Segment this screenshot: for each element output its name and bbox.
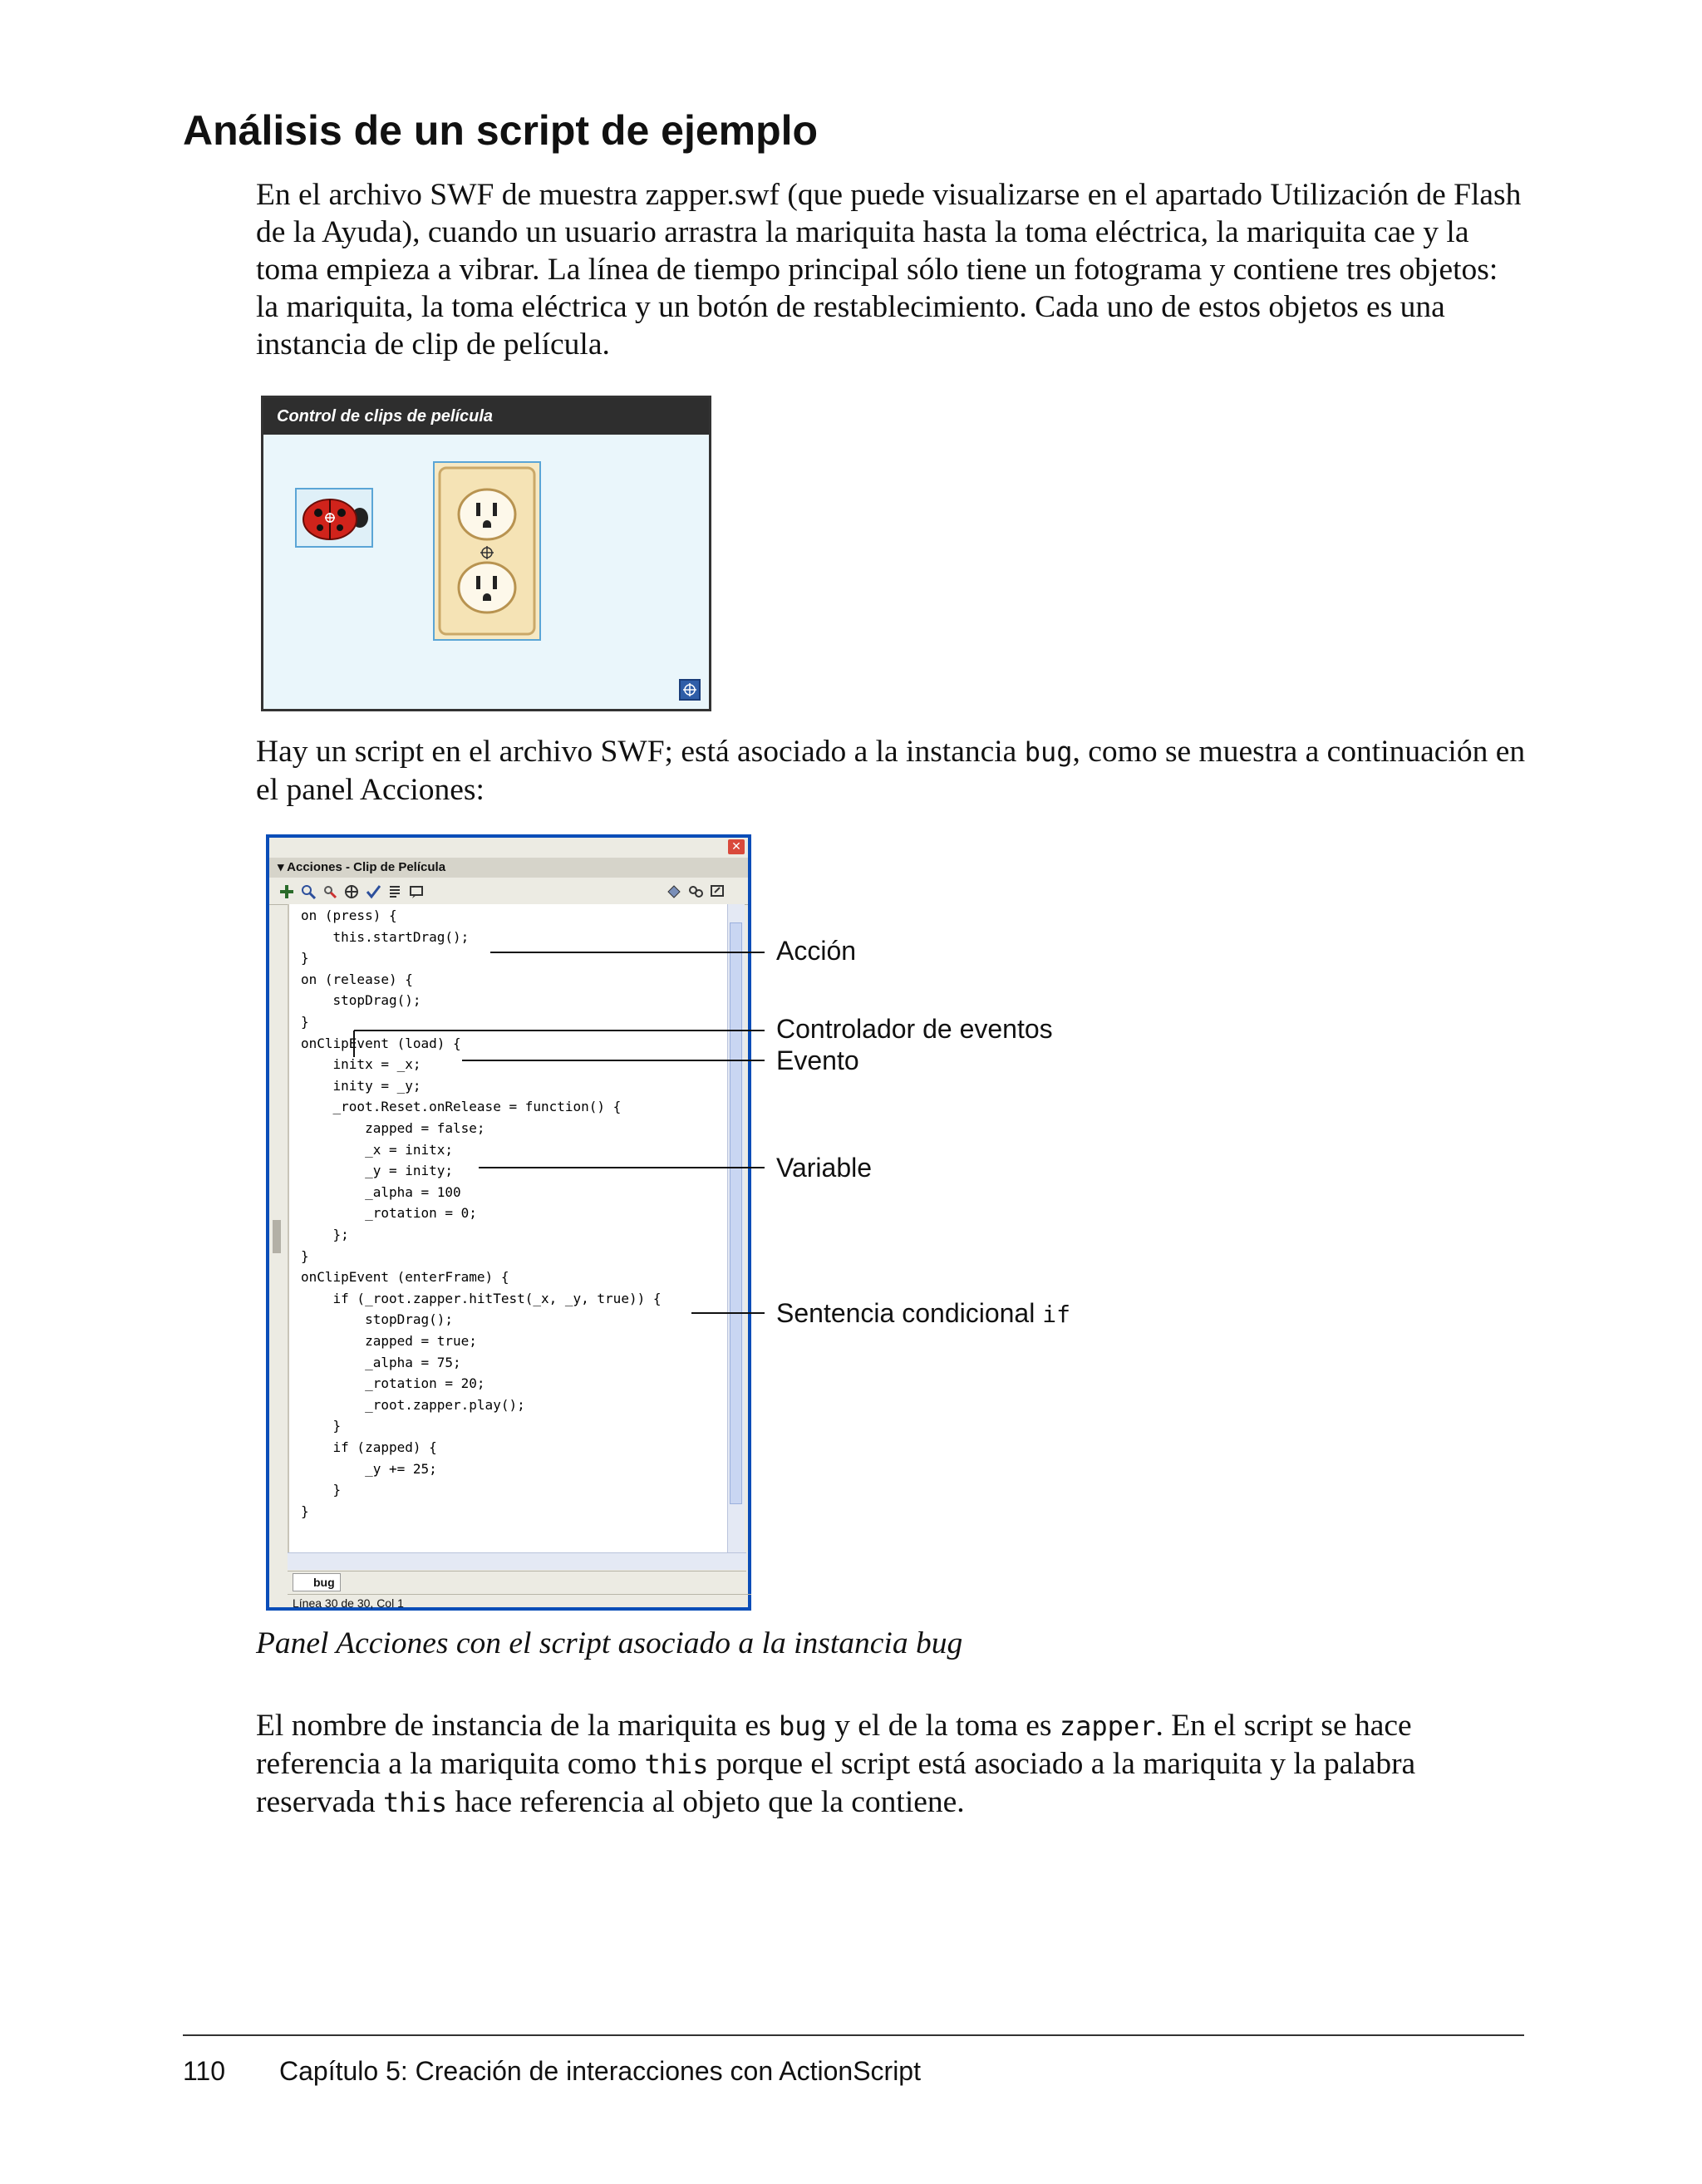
code-line: _alpha = 100 <box>301 1183 461 1200</box>
add-statement-icon[interactable] <box>279 884 294 899</box>
code-line: zapped = true; <box>301 1333 477 1349</box>
page-heading: Análisis de un script de ejemplo <box>183 107 819 154</box>
callout-sentencia: Sentencia condicional if <box>776 1298 1070 1328</box>
code-line: if (zapped) { <box>301 1439 437 1455</box>
code-line: _rotation = 0; <box>301 1205 477 1222</box>
code-line: _root.Reset.onRelease = function() { <box>301 1099 622 1115</box>
tab-bug[interactable]: bug <box>293 1573 341 1591</box>
closing-paragraph: El nombre de instancia de la mariquita es bug y el de la toma es zapper. En el script se hace referencia a la mariquita como this porque el script está asociado a la mariquita y la palabra reservada this hace referencia al objeto que la contiene. <box>256 1709 1416 1819</box>
code-hint-icon[interactable] <box>409 884 424 899</box>
code-line: } <box>301 1503 309 1519</box>
code-line: } <box>301 1418 342 1434</box>
vertical-scrollbar[interactable] <box>727 904 745 1552</box>
auto-format-icon[interactable] <box>387 884 402 899</box>
code-line: onClipEvent (load) { <box>301 1035 461 1051</box>
code-line: stopDrag(); <box>301 992 421 1009</box>
view-options-icon[interactable] <box>710 884 725 899</box>
panel-intro-paragraph: Hay un script en el archivo SWF; está asociado a la instancia bug, como se muestra a continuación en el panel Acciones: <box>256 735 1526 807</box>
movie-window-title: Control de clips de película <box>263 398 709 435</box>
footer-rule <box>183 2034 1524 2036</box>
find-icon[interactable] <box>301 884 316 899</box>
horizontal-scrollbar[interactable] <box>288 1552 746 1570</box>
code-line: this.startDrag(); <box>301 928 470 945</box>
scroll-thumb[interactable] <box>730 922 742 1504</box>
callout-accion: Acción <box>776 936 857 966</box>
figure-caption: Panel Acciones con el script asociado a la instancia bug <box>256 1626 963 1660</box>
code-line: _y = inity; <box>301 1163 454 1179</box>
code-line: }; <box>301 1227 349 1242</box>
code-line: _alpha = 75; <box>301 1354 461 1370</box>
code-line: } <box>301 1482 342 1498</box>
close-icon[interactable]: ✕ <box>728 839 745 854</box>
code-line: _rotation = 20; <box>301 1375 485 1392</box>
reference-icon[interactable] <box>688 884 703 899</box>
ladybug-clip[interactable] <box>295 488 373 548</box>
callout-controlador: Controlador de eventos <box>776 1014 1053 1044</box>
panel-toolbar <box>269 879 748 905</box>
chapter-title: Capítulo 5: Creación de interacciones con ActionScript <box>279 2056 921 2086</box>
code-line: stopDrag(); <box>301 1311 454 1328</box>
ladybug-icon <box>297 489 371 546</box>
outlet-icon <box>435 463 539 639</box>
swf-movie-window <box>261 396 711 711</box>
code-line: _y += 25; <box>301 1460 437 1477</box>
code-line: initx = _x; <box>301 1056 421 1073</box>
debug-options-icon[interactable] <box>667 884 681 899</box>
code-line: zapped = false; <box>301 1120 485 1136</box>
panel-collapse-handle[interactable] <box>273 1220 281 1253</box>
crosshair-icon <box>681 681 699 699</box>
callout-variable: Variable <box>776 1153 873 1183</box>
code-line: } <box>301 950 309 967</box>
script-tabbar <box>288 1571 746 1593</box>
actions-panel <box>266 834 751 1611</box>
page-number: 110 <box>183 2056 226 2086</box>
replace-icon[interactable] <box>322 884 337 899</box>
code-line: inity = _y; <box>301 1077 421 1094</box>
check-syntax-icon[interactable] <box>366 884 381 899</box>
code-line: _x = initx; <box>301 1141 454 1158</box>
script-pane[interactable] <box>288 904 728 1552</box>
panel-title[interactable]: ▾ Acciones - Clip de Película <box>269 858 748 878</box>
code-line: } <box>301 1014 309 1030</box>
code-line: on (release) { <box>301 971 413 987</box>
target-path-icon[interactable] <box>344 884 359 899</box>
intro-paragraph: En el archivo SWF de muestra zapper.swf (que puede visualizarse en el apartado Utilización de Flash de la Ayuda), cuando un usuario arrastra la mariquita hasta la toma eléctrica, la mariquita cae y la toma empieza a vibrar. La línea de tiempo principal sólo tiene un fotograma y contiene tres objetos: la mariquita, la toma eléctrica y un botón de restablecimiento. Cada uno de estos objetos es una instancia de clip de película. <box>256 178 1522 362</box>
code-line: _root.zapper.play(); <box>301 1396 525 1413</box>
code-line: onClipEvent (enterFrame) { <box>301 1269 509 1286</box>
code-line: on (press) { <box>301 908 397 923</box>
electric-outlet-clip[interactable] <box>433 461 541 641</box>
code-bug: bug <box>1024 736 1073 768</box>
reset-button[interactable] <box>679 679 701 701</box>
status-bar: Línea 30 de 30, Col 1 <box>288 1594 751 1611</box>
callout-evento: Evento <box>776 1045 859 1075</box>
code-line: if (_root.zapper.hitTest(_x, _y, true)) { <box>301 1290 662 1306</box>
code-line: } <box>301 1247 309 1264</box>
